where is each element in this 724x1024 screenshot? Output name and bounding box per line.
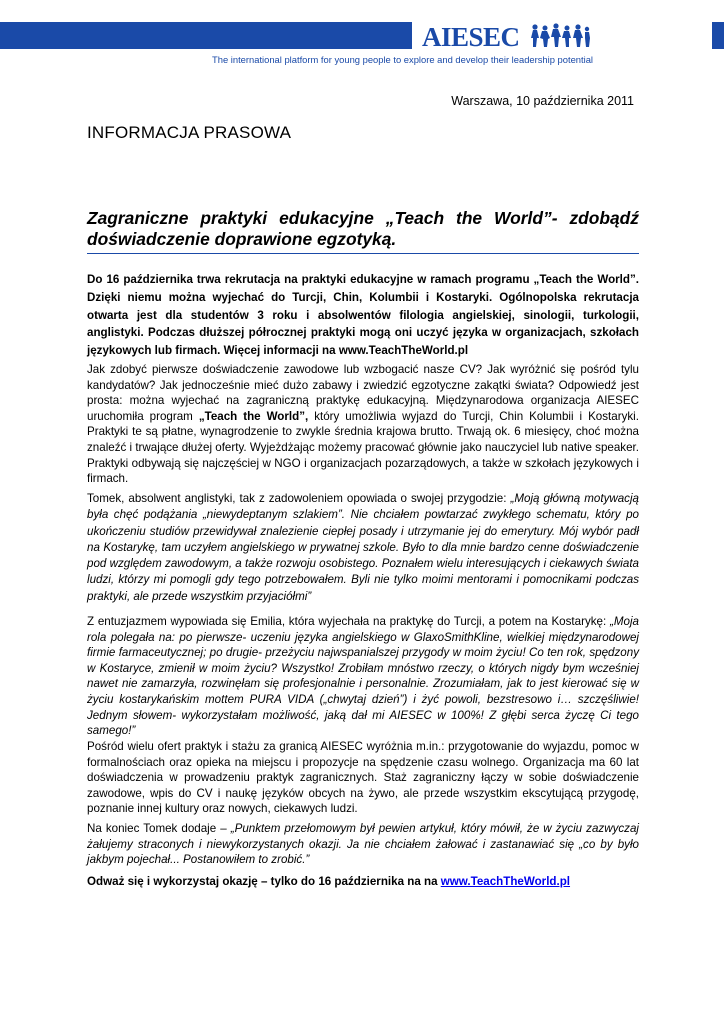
tomek-intro: Tomek, absolwent anglistyki, tak z zadowoleniem opowiada o swojej przygodzie: <box>87 492 507 505</box>
document-date: Warszawa, 10 października 2011 <box>451 94 634 108</box>
paragraph-1-text-a: Jak zdobyć pierwsze doświadczenie zawodowe lub wzbogacić nasze CV? Jak wyróżnić się pośród tylu kandydatów? Jak jednocześnie mieć dużo zabawy i zwiedzić egzotyczne zakątki świata? Odpowiedź jest prosta: można wyjechać na zagraniczną praktykę edukacyjną. Międzynarodowa organizacja AIESEC uruchomiła program <box>87 363 639 423</box>
tomek-quote: „Moją główną motywacją była chęć podążania „niewydeptanym szlakiem”. Nie chciałem powtarzać zwykłego schematu, który po ukończeniu studiów przewidywał znalezienie ciepłej posady i utrzymanie jej do emerytury. Mój wybór padł na Kostarykę, tam uczyłem angielskiego w prywatnej szkole. Było to dla mnie bardzo cenne doświadczenie pod względem zawodowym, a także rozwoju osobistego. Poznałem wielu interesujących i ciekawych świata ludzi, którzy mi pomogli gdy tego potrzebowałem. Byli nie tylko moimi mentorami i pomocnikami podczas praktyki, ale przede wszystkim przyjaciółmi” <box>87 492 640 603</box>
aiesec-logo <box>412 20 712 52</box>
emilia-quote: „Moja rola polegała na: po pierwsze- uczeniu języka angielskiego w GlaxoSmithKline, wielkiej międzynarodowej firmie farmaceutycznej; po drugie- przeżyciu najwspanialszej przygody w moim życiu! Co ten rok, spędzony w Kostaryce, zmienił w moim życiu? Wszystko! Zrobiłam mnóstwo rzeczy, o których nigdy bym wcześniej nawet nie zamarzyła, rozwinęłam się profesjonalnie i personalnie. Zrozumiałam, jak to jest kierować się w życiu kostarykańskim mottem PURA VIDA („chwytaj dzień”) i żyć powoli, bezstresowo i… szczęśliwie! Jednym słowem- wykorzystałam możliwość, jaką dał mi AIESEC w 100%! Z głębi serca życzę Ci tego samego!” <box>87 615 639 738</box>
paragraph-2 <box>87 491 639 605</box>
paragraph-3 <box>87 614 639 739</box>
teachtheworld-link[interactable]: www.TeachTheWorld.pl <box>440 875 571 888</box>
paragraph-4: Pośród wielu ofert praktyk i stażu za granicą AIESEC wyróżnia m.in.: przygotowanie do wyjazdu, pomoc w formalnościach oraz opieka na miejscu i propozycje na spędzenie czasu wolnego. Organizacja ma 60 lat doświadczenia w prowadzeniu praktyk zagranicznych. Staż zagraniczny łączy w sobie doświadczenie zawodowe, wpis do CV i naukę języków obcych na żywo, ale przede wszystkim ekscytującą przygodę, poznanie innej kultury oraz nowych, ciekawych ludzi. <box>87 740 639 816</box>
program-name: „Teach the World”, <box>198 409 309 423</box>
tagline: The international platform for young people to explore and develop their leadership potential <box>212 54 593 65</box>
closing-intro: Na koniec Tomek dodaje – <box>87 822 227 835</box>
section-title: INFORMACJA PRASOWA <box>87 123 292 142</box>
emilia-intro: Z entuzjazmem wypowiada się Emilia, która wyjechała na praktykę do Turcji, a potem na Kostarykę: <box>87 615 607 628</box>
lead-paragraph: Do 16 października trwa rekrutacja na praktyki edukacyjne w ramach programu „Teach the World”. Dzięki niemu można wyjechać do Turcji, Chin, Kolumbii i Kostaryki. Ogólnopolska rekrutacja otwarta jest dla studentów 3 roku i absolwentów filologia angielskiej, sinologii, turkologii, anglistyki. Podczas dłuższej półrocznej praktyki mogą oni uczyć języka w organizacjach, szkołach językowych lub firmach. Więcej informacji na www.TeachTheWorld.pl <box>87 273 639 358</box>
headline-divider <box>87 253 639 254</box>
people-figures-icon <box>530 23 590 49</box>
call-to-action-text: Odważ się i wykorzystaj okazję – tylko do 16 października na na <box>87 875 438 888</box>
brand-name: AIESEC <box>422 22 520 52</box>
headline: Zagraniczne praktyki edukacyjne „Teach the World”- zdobądź doświadczenie doprawione egzotyką. <box>87 208 639 249</box>
call-to-action <box>87 874 639 890</box>
closing-quote: „Punktem przełomowym był pewien artykuł, który mówił, że w życiu zazwyczaj żałujemy straconych i niewykorzystanych okazji. Ja nie chciałem żałować i zastanawiać się „co by było jakbym pojechał... Postanowiłem to zrobić.” <box>87 822 639 867</box>
paragraph-1-text-b: który umożliwia wyjazd do Turcji, Chin Kolumbii i Kostaryki. Praktyki te są płatne, wynagrodzenie to zwykle średnia krajowa brutto. Trwają ok. 6 miesięcy, choć można znaleźć i trwające dłużej oferty. Wyjeżdżając możemy pracować głównie jako nauczyciel lub native speaker. Praktyki odbywają się najczęściej w NGO i organizacjach pozarządowych, a także w szkołach językowych i firmach. <box>87 409 639 486</box>
paragraph-5 <box>87 821 639 868</box>
paragraph-1 <box>87 362 639 487</box>
